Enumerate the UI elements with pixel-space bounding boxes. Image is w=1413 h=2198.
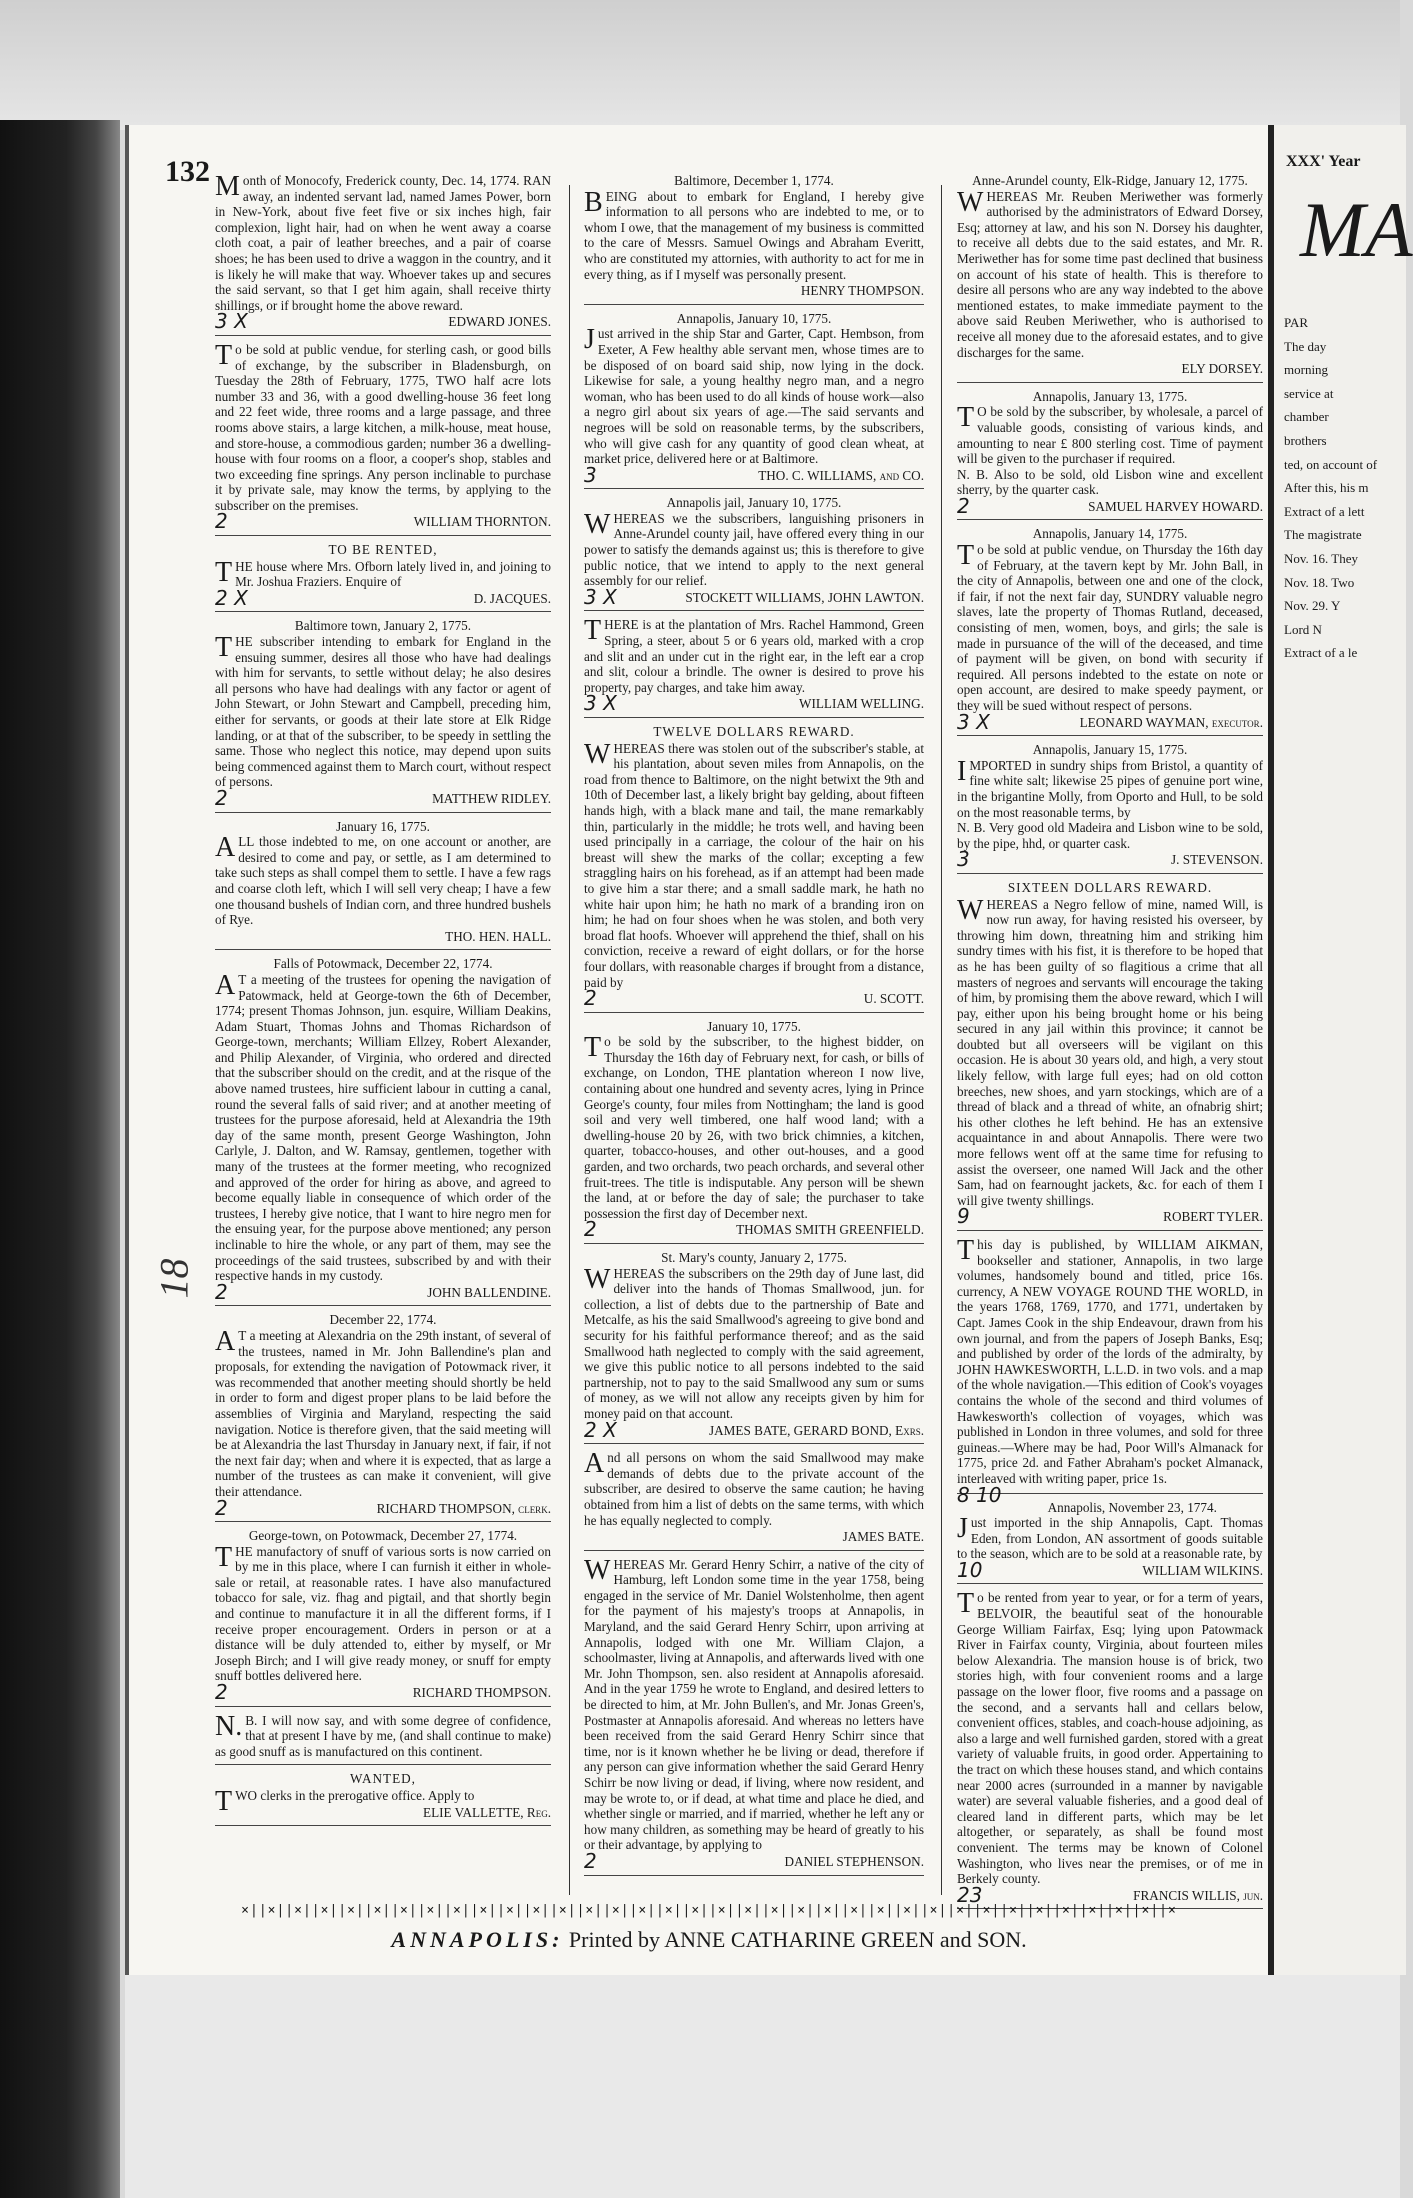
ad-dateline: Annapolis, January 15, 1775. xyxy=(1032,742,1188,758)
ad-body: To be sold at public vendue, on Thursday the 16th day of February, at the tavern kept by Mr. John Ball, in the city of Annapolis, between one and one of the clock, if fair, if not the next fair day, SUNDRY valuable negro slaves, late the property of Thomas Rutland, deceased, consisting of men, women, boys, and girls; the sale is made in pursuance of the will of the deceased, and time of payment will be given, on bond with security if required. All persons indebted to the estate on note or open account, are desired to make speedy payment, or they will be sued without respect of persons. xyxy=(957,540,1263,713)
ad-dateline: Annapolis, November 23, 1774. xyxy=(1047,1499,1217,1515)
ad-signature: ROBERT TYLER. xyxy=(1163,1209,1263,1225)
handwritten-mark: 2 xyxy=(215,1279,228,1304)
ad-signature-line xyxy=(215,1279,551,1304)
ad-signature-line xyxy=(215,1680,551,1705)
ad-signature-line xyxy=(957,847,1263,872)
ad-body: This day is published, by WILLIAM AIKMAN, bookseller and stationer, Annapolis, in two large volumes, handsomely bound and titled, price 16s. currency, A NEW VOYAGE ROUND THE WORLD, in the years 1768, 1769, 1770, and 1771, undertaken by Capt. James Cook in the ship Endeavour, drawn from his own journal, and from the papers of Joseph Banks, Esq; and published by order of the lords of the admiralty, by JOHN HAWKESWORTH, L.L.D. in two vols. and a map of the whole navigation.—This edition of Cook's voyages contains the whole of the second and third volumes of Hawkesworth's collection of voyages, which was published in London in three volumes, and sold for three guineas.—Where may be had, Poor Will's Almanack for 1775, price 2d. and Father Abraham's pocket Almanack, interleaved with writing paper, price 1s. xyxy=(957,1235,1263,1486)
advertisement xyxy=(215,956,551,1306)
handwritten-mark: 9 xyxy=(957,1204,970,1229)
facing-page-masthead: MA xyxy=(1300,186,1413,273)
facing-page-fragment: Nov. 16. They xyxy=(1284,550,1359,566)
ad-signature-line xyxy=(215,509,551,534)
ad-signature: J. STEVENSON. xyxy=(1171,852,1263,868)
ad-signature-line xyxy=(957,361,1263,377)
facing-page-fragment: The day xyxy=(1284,338,1327,354)
margin-note: 18 xyxy=(151,1258,197,1299)
ad-heading: SIXTEEN DOLLARS REWARD. xyxy=(1007,879,1213,895)
ad-signature-line xyxy=(215,1805,551,1821)
facing-page-fragment: Nov. 29. Y xyxy=(1284,598,1341,614)
advertisement xyxy=(584,617,924,718)
ad-heading: WANTED, xyxy=(350,1771,416,1787)
handwritten-mark: 3 xyxy=(957,847,970,872)
ad-signature: LEONARD WAYMAN, executor. xyxy=(1079,714,1263,730)
ad-signature-line xyxy=(584,1417,924,1442)
ad-signature: STOCKETT WILLIAMS, JOHN LAWTON. xyxy=(685,589,924,605)
ad-signature: THOMAS SMITH GREENFIELD. xyxy=(736,1222,924,1238)
ad-heading: TO BE RENTED, xyxy=(328,542,438,558)
ad-note: N. B. Very good old Madeira and Lisbon wine to be sold, by the pipe, hhd, or quarter cask. xyxy=(957,820,1263,851)
facing-page-text xyxy=(1284,315,1399,669)
newspaper-page xyxy=(125,125,1277,1975)
ad-body: WHEREAS the subscribers on the 29th day of June last, did deliver into the hands of Thomas Smallwood, jun. for collection, a list of debts due to the partnership of Bate and Metcalfe, as his the said Smallwood's agreeing to give bond and security for his faithful performance thereof; and as the said Smallwood hath neglected to comply with the said agreement, we give this public notice to all persons indebted to the said partnership, not to pay to the said Smallwood any sum or sums of money, as we will not allow any receipts given by him for money paid on that account. xyxy=(584,1263,924,1421)
ad-body: Just arrived in the ship Star and Garter, Capt. Hembson, from Exeter, A Few healthy able servant men, whose times are to be disposed of on board said ship, now lying in the dock. Likewise for sale, a young healthy negro man, and a negro woman, who has been used to do all kinds of house work—also a negro girl about six years of age.—The said servants and negroes will be sold on reasonable terms, by the subscribers, who will give cash for any quantity of good clean wheat, at market price, delivered here or at Baltimore. xyxy=(584,324,924,467)
advertisement xyxy=(957,389,1263,521)
ad-body: WHEREAS we the subscribers, languishing prisoners in Anne-Arundel county jail, have offered every thing in our power to satisfy the demands against us; this is therefore to give public notice, that we intend to apply to the next general assembly for our relief. xyxy=(584,508,924,589)
ad-dateline: Annapolis jail, January 10, 1775. xyxy=(666,495,842,511)
ad-dateline: Annapolis, January 10, 1775. xyxy=(676,310,832,326)
handwritten-mark: 3 X xyxy=(957,709,990,734)
advertisement xyxy=(215,1710,551,1766)
handwritten-mark: 2 xyxy=(957,493,970,518)
handwritten-mark: 2 X xyxy=(215,585,248,610)
advertisement xyxy=(584,724,924,1013)
ad-dateline: George-town, on Potowmack, December 27, 1774. xyxy=(248,1528,518,1544)
ad-body: TWO clerks in the prerogative office. Apply to xyxy=(215,1786,475,1817)
advertisement xyxy=(215,819,551,951)
ad-dateline: January 16, 1775. xyxy=(336,818,430,834)
ad-signature: FRANCIS WILLIS, jun. xyxy=(1133,1887,1263,1903)
facing-page-fragment: chamber xyxy=(1284,409,1329,425)
handwritten-mark: 2 xyxy=(584,986,597,1011)
ad-signature-line xyxy=(215,585,551,610)
handwritten-mark: 2 xyxy=(215,785,228,810)
advertisement xyxy=(215,1528,551,1707)
advertisement xyxy=(215,339,551,536)
handwritten-mark: 2 xyxy=(215,1680,228,1705)
facing-page-fragment: The magistrate xyxy=(1284,527,1362,543)
ad-signature: JAMES BATE. xyxy=(842,1529,924,1545)
ad-signature: ELIE VALLETTE, Reg. xyxy=(423,1804,551,1820)
ad-signature: JAMES BATE, GERARD BOND, Exrs. xyxy=(709,1422,924,1438)
handwritten-mark: 2 xyxy=(215,1495,228,1520)
ad-signature-line xyxy=(957,1204,1263,1229)
column-rule xyxy=(569,185,570,1895)
ad-body: Just imported in the ship Annapolis, Capt. Thomas Eden, from London, AN assortment of goods suitable to the season, which are to be sold at a reasonable rate, by xyxy=(957,1513,1263,1562)
advertisement xyxy=(215,1771,551,1826)
page-number: 132 xyxy=(165,155,210,188)
handwritten-mark: 2 xyxy=(215,509,228,534)
advertisement xyxy=(957,173,1263,383)
ad-signature-line xyxy=(584,283,924,299)
scan-background xyxy=(0,0,1400,130)
scan-margin xyxy=(125,1975,1400,2198)
ad-signature-line xyxy=(215,929,551,945)
facing-page-fragment: ted, on account of xyxy=(1284,456,1378,472)
imprint-place: ANNAPOLIS: xyxy=(391,1927,564,1952)
ad-signature-line xyxy=(584,1848,924,1873)
ad-signature: WILLIAM WILKINS. xyxy=(1142,1562,1263,1578)
column-1 xyxy=(215,173,551,1832)
ad-body: To be sold by the subscriber, to the highest bidder, on Thursday the 16th day of February next, for cash, or bills of exchange, on London, THE plantation whereon I now live, containing about one hundred and seventy acres, lying in Prince George's county, four miles from Nottingham; the land is good soil and very well timbered, one half wood land; with a dwelling-house 20 by 26, with two brick chimnies, a kitchen, quarter, tobacco-houses, and other out-houses, and a good garden, and two orchards, two peach orchards, and several other fruit-trees. The title is indisputable. Any person will be shewn the land, at or before the day of sale; the purchaser to take possession the first day of December next. xyxy=(584,1032,924,1221)
ad-dateline: December 22, 1774. xyxy=(329,1312,437,1328)
advertisement xyxy=(957,742,1263,874)
ad-dateline: Annapolis, January 13, 1775. xyxy=(1032,388,1188,404)
ad-body: WHEREAS Mr. Gerard Henry Schirr, a native of the city of Hamburg, left London some time in the year 1758, being engaged in the service of Mr. Daniel Wolstenholme, then agent for the payment of his majesty's troops at Annapolis, in Maryland, and the said Gerard Henry Schirr, upon arriving at Annapolis, lodged with one Mr. William Clajon, a schoolmaster, living at Annapolis, and afterwards lived with one Mr. John Thompson, sen. also resident at Annapolis aforesaid. And in the year 1759 he wrote to England, and desired letters to be directed to him, at Mr. John Bullen's, and Mr. Jonas Green's, Postmaster at Annapolis aforesaid. And whereas no letters have been received from the said Gerard Henry Schirr since that time, nor is it known whether he be living or dead, therefore if any person can give information whether the said Gerard Henry Schirr be now living or dead, if living, where now resident, and may be wrote to, or if dead, at what time and place he died, and whether single or married, and if married, whether he left any or how many children, as something may be heard of greatly to his or their advantage, by applying to xyxy=(584,1554,924,1853)
column-3 xyxy=(957,173,1263,1915)
ad-dateline: Baltimore, December 1, 1774. xyxy=(674,173,834,188)
ad-signature: U. SCOTT. xyxy=(863,991,924,1007)
ad-signature-line xyxy=(584,1529,924,1545)
ad-signature: D. JACQUES. xyxy=(473,590,551,606)
ad-signature: THO. HEN. HALL. xyxy=(445,928,551,944)
handwritten-mark: 2 X xyxy=(584,1417,617,1442)
advertisement xyxy=(584,311,924,490)
ad-body: ALL those indebted to me, on one account or another, are desired to come and pay, or settle, as I am determined to take such steps as shall compel them to settle. I have a few rags and coarse cloth left, which I will sell very cheap; I have a few one thousand bushels of Indian corn, and three hundred bushels of Rye. xyxy=(215,832,551,928)
facing-page-fragment: Extract of a le xyxy=(1284,645,1358,661)
ad-signature-line xyxy=(957,1557,1263,1582)
facing-page-fragment: service at xyxy=(1284,385,1334,401)
handwritten-mark: 3 xyxy=(584,462,597,487)
ad-dateline: St. Mary's county, January 2, 1775. xyxy=(661,1250,847,1265)
facing-page-header: XXX' Year xyxy=(1286,153,1361,170)
handwritten-mark: 10 xyxy=(957,1557,983,1582)
advertisement xyxy=(957,880,1263,1231)
ad-signature: DANIEL STEPHENSON. xyxy=(784,1853,924,1869)
ad-signature-line xyxy=(215,785,551,810)
handwritten-mark: 3 X xyxy=(584,691,617,716)
ad-signature-line xyxy=(584,584,924,609)
advertisement xyxy=(957,1500,1263,1585)
handwritten-mark: 3 X xyxy=(584,584,617,609)
advertisement xyxy=(584,1450,924,1551)
ad-dateline: Annapolis, January 14, 1775. xyxy=(1032,526,1188,542)
ad-body: And all persons on whom the said Smallwood may make demands of debts due to the private account of the subscriber, are desired to observe the same caution; he having obtained from him a list of debts on the same terms, with which he has equally neglected to comply. xyxy=(584,1448,924,1528)
advertisement xyxy=(584,173,924,305)
ad-body: WHEREAS there was stolen out of the subscriber's stable, at his plantation, about seven miles from Annapolis, on the road from thence to Baltimore, on the night betwixt the 9th and 10th of December last, a likely bright bay gelding, about fifteen hands high, with a black mane and tail, the mane remarkably thin, particularly in the middle; he trots well, and having been used principally in a carriage, the colour of the hair on his breast will shew the marks of the collar; excepting a few straggling hairs on his forehead, as if an attempt had been made to give him a star there; and a small saddle mark, he hath no white hair upon him; he hath no mark of a branding iron on him; he had on four shoes when he was stolen, and both very broad flat hoofs. Whoever will apprehend the thief, shall on his conviction, receive a reward of eight dollars, or for the horse four dollars, with reasonable charges if brought from a distance, paid by xyxy=(584,738,924,990)
ad-body: IMPORTED in sundry ships from Bristol, a quantity of fine white salt; likewise 25 pipes of genuine port wine, in the brigantine Molly, from Oporto and Hull, to be sold on the most reasonable terms, by xyxy=(957,755,1263,820)
column-2 xyxy=(584,173,924,1882)
ornamental-border: ×||×||×||×||×||×||×||×||×||×||×||×||×||×||×||×||×||×||×||×||×||×||×||×||×||×||×||×||×||×||×||×||×||×||×||× xyxy=(241,1903,1177,1918)
handwritten-mark: 8 10 xyxy=(957,1482,1002,1507)
ad-body: AT a meeting of the trustees for opening the navigation of Patowmack, held at George-town the 6th of December, 1774; present Thomas Johnson, jun. esquire, William Deakins, Adam Stuart, Thomas Johns and Thomas Richardson of George-town, merchants; William Ellzey, Robert Alexander, and Philip Alexander, of Virginia, who ordered and directed that the subscriber should on the credit, and at the risque of the above named trustees, hire sufficient labour in cutting a canal, round the several falls of said river; and at another meeting of trustees for the purpose aforesaid, held at Alexandria the 19th day of the same month, present George Washington, John Carlyle, J. Dalton, and W. Ramsay, gentlemen, together with many of the trustees at the former meeting, who recognized and approved of the order for hiring as above, and agreed to become equally liable in consequence of which order of the trustees, I hereby give notice, that I want to hire negro men for the ensuing year, for the purpose above mentioned; any person inclinable to hire the whole, or any part of them, may see the proceedings of the said trustees, subscribed by and with their respective hands in my custody. xyxy=(215,969,551,1284)
advertisement xyxy=(584,1554,924,1876)
facing-page-fragment: After this, his m xyxy=(1284,480,1369,496)
advertisement xyxy=(215,173,551,336)
advertisement xyxy=(215,1312,551,1522)
ad-signature: JOHN BALLENDINE. xyxy=(427,1284,551,1300)
ad-dateline: Baltimore town, January 2, 1775. xyxy=(294,618,472,634)
facing-page-fragment: Extract of a lett xyxy=(1284,503,1365,519)
ad-signature: WILLIAM WELLING. xyxy=(799,696,924,712)
handwritten-mark: 3 X xyxy=(215,309,248,334)
ad-body: THE subscriber intending to embark for England in the ensuing summer, desires all those who have had dealings with him for servants, to settle without delay; he also desires all persons who have had dealings with any factor or agent of John Stewart, or John Stewart and Campbell, preceding him, either for servants, or goods at their late store at Elk Ridge landing, or at that of the subscriber, to be speedy in settling the same. Those who neglect this notice, may depend upon suits being commenced against them to March court, without respect of persons. xyxy=(215,632,551,790)
ad-signature: THO. C. WILLIAMS, and CO. xyxy=(758,467,924,483)
facing-page-fragment: morning xyxy=(1284,362,1329,378)
ad-signature-line xyxy=(957,709,1263,734)
ad-body: TO be sold by the subscriber, by wholesale, a parcel of valuable goods, consisting of various kinds, and amounting to near £ 800 sterling cost. Time of payment will be given to the purchaser if required. xyxy=(957,402,1263,467)
handwritten-mark: 2 xyxy=(584,1848,597,1873)
ad-signature: MATTHEW RIDLEY. xyxy=(432,790,551,806)
handwritten-mark: 2 xyxy=(584,1217,597,1242)
ad-signature: EDWARD JONES. xyxy=(448,314,551,330)
ad-dateline: Anne-Arundel county, Elk-Ridge, January 12, 1775. xyxy=(972,173,1248,188)
ad-body: N.B. I will now say, and with some degree of confidence, that at present I have by me, (and shall continue to make) as good snuff as is manufactured on this continent. xyxy=(215,1710,551,1759)
ad-body: AT a meeting at Alexandria on the 29th instant, of several of the trustees, named in Mr. John Ballendine's plan and proposals, for extending the navigation of Potowmack river, it was recommended that another meeting should shortly be held in order to form and digest proper plans to be laid before the assemblies of Virginia and Maryland, respecting the said navigation. Notice is therefore given, that the said meeting will be at Alexandria the last Thursday in January next, if fair, if not the next fair day; when and where it is expected, that as large a number of the trustees as can make it convenient, will give their attendance. xyxy=(215,1325,551,1499)
imprint-text: Printed by ANNE CATHARINE GREEN and SON. xyxy=(568,1927,1027,1952)
advertisement xyxy=(584,1250,924,1444)
advertisement xyxy=(215,542,551,612)
ad-heading: TWELVE DOLLARS REWARD. xyxy=(653,724,855,739)
ad-body: THERE is at the plantation of Mrs. Rachel Hammond, Green Spring, a steer, about 5 or 6 years old, marked with a crop and slit and an under cut in the right ear, in the left ear a crop and slit, colour a brindle. The owner is desired to prove his property, pay charges, and take him away. xyxy=(584,615,924,695)
ad-body: THE house where Mrs. Ofborn lately lived in, and joining to Mr. Joshua Fraziers. Enquire of xyxy=(215,556,551,590)
ad-body: To be rented from year to year, or for a term of years, BELVOIR, the beautiful seat of the honourable George William Fairfax, Esq; lying upon Patowmack River in Fairfax county, Virginia, about fourteen miles below Alexandria. The mansion house is of brick, two stories high, with four convenient rooms and a large passage on the lower floor, five rooms and a passage on the second, and a servants hall and cellars below, convenient offices, stables, and coach-house adjoining, as also a large and well furnished garden, stored with a great variety of valuable fruits, in good order. Appertaining to the tract on which these houses stand, and which contains near 2000 acres (surrounded in a manner by navigable water) are several valuable fisheries, and a good deal of cleared land in different parts, which may be let altogether, or separately, as shall be found most convenient. The terms may be known of Colonel Washington, who lives near the premises, or of me in Berkely county. xyxy=(957,1588,1263,1887)
ad-body: To be sold at public vendue, for sterling cash, or good bills of exchange, by the subscriber in Bladensburgh, on Tuesday the 28th of February, 1775, TWO half acre lots number 33 and 36, with a good dwelling-house 36 feet long and 22 feet wide, three rooms and a large passage, and three rooms above stairs, a large kitchen, a milk-house, meat house, and store-house, a commodious garden; number 36 a dwelling-house with four rooms on a floor, a cooper's shop, stables and two exceeding fine springs. Any person inclinable to purchase it by private sale, may know the terms, by applying to the subscriber on the premises. xyxy=(215,339,551,513)
ad-body: WHEREAS a Negro fellow of mine, named Will, is now run away, for having resisted his overseer, by throwing him down, threatning him and striking him sundry times with his fist, it is therefore to be hoped that as he has been guilty of so flagitious a crime that all masters of negroes and servants will encourage the taking of him, by promising them the above reward, which I will pay, either upon his being brought home or his being secured in any jail within this province; it cannot be doubted but all overseers will be vigilant on this occasion. He is about 30 years old, and high, a very stout likely fellow, with large full eyes; had on old cotton breeches, new shoes, and yarn stockings, which are of a thread of black and a thread of white, an ofnabrig shirt; his other clothes he left behind. He has an extensive acquaintance in and about Annapolis. There were two more fellows went off at the same time for refusing to assist the overseer, one named Will Jack and the other Sam, had on fearnought jackets, &c. for each of them I will give twenty shillings. xyxy=(957,894,1263,1208)
ad-signature: WILLIAM THORNTON. xyxy=(413,514,551,530)
ad-signature-line xyxy=(957,493,1263,518)
ad-signature-line xyxy=(215,1495,551,1520)
facing-page-fragment: Nov. 18. Two xyxy=(1284,574,1355,590)
facing-page-fragment: brothers xyxy=(1284,432,1327,448)
handwritten-mark: 23 xyxy=(957,1882,983,1907)
ad-note: N. B. Also to be sold, old Lisbon wine and excellent sherry, by the quarter cask. xyxy=(957,466,1263,498)
advertisement xyxy=(957,1590,1263,1909)
ad-body: Month of Monocofy, Frederick county, Dec. 14, 1774. RAN away, an indented servant lad, named James Power, born in New-York, about five feet five or six inches high, fair complexion, light hair, had on when he went away a coarse cloth coat, a pair of leather breeches, and a pair of coarse shoes; he has been used to drive a waggon in the country, and it is likely he will make that way. Whoever takes up and secures the said servant, so that I get him again, shall receive thirty shillings, or if brought home the above reward. xyxy=(215,171,551,313)
facing-page xyxy=(1268,125,1413,1975)
ad-signature: HENRY THOMPSON. xyxy=(800,283,924,299)
advertisement xyxy=(957,526,1263,736)
advertisement xyxy=(584,1019,924,1244)
ad-body: THE manufactory of snuff of various sorts is now carried on by me in this place, where I can furnish it either in whole-sale or retail, at reasonable rates. I have also manufactured tobacco for sale, viz. fhag and pigtail, and that shortly begin and continue to manufacture it in all the different forms, if I receive proper encouragement. Orders in person or at a distance will be duly attended to, either by myself, or Mr Joseph Birch; and I will give ready money, or snuff for empty snuff bottles delivered here. xyxy=(215,1541,551,1684)
facing-page-fragment: Lord N xyxy=(1284,621,1322,637)
ad-signature-line xyxy=(584,986,924,1011)
ad-body: WHEREAS Mr. Reuben Meriwether was formerly authorised by the administrators of Edward Dorsey, Esq; attorney at law, and his son N. Dorsey his daughter, to receive all debts due to the said estates, and Mr. R. Meriwether has for some time past declined that business on account of his state of health. This is therefore to desire all persons who are any way indebted to the above mentioned estates, to make immediate payment to the above said Reuben Meriwether, who is authorised to receive all money due to the aforesaid estates, and to give discharges for the same. xyxy=(957,186,1263,360)
facing-page-fragment: PAR xyxy=(1284,315,1309,330)
ad-dateline: January 10, 1775. xyxy=(707,1018,801,1034)
advertisement xyxy=(584,495,924,611)
ad-signature-line xyxy=(957,1882,1263,1907)
ad-body: BEING about to embark for England, I hereby give information to all persons who are indebted to me, or to whom I owe, that the management of my business is committed to the care of Messrs. Samuel Owings and Abraham Everitt, who are constituted my attornies, with authority to act for me in every thing, as if I myself was personally present. xyxy=(584,186,924,282)
ad-signature-line xyxy=(584,462,924,487)
ad-signature: SAMUEL HARVEY HOWARD. xyxy=(1088,498,1263,514)
ad-signature-line xyxy=(215,309,551,334)
ad-dateline: Falls of Potowmack, December 22, 1774. xyxy=(273,956,493,972)
ad-signature: ELY DORSEY. xyxy=(1181,361,1263,377)
advertisement xyxy=(215,618,551,812)
imprint-line xyxy=(169,1927,1249,1953)
ad-signature-line xyxy=(584,691,924,716)
column-rule xyxy=(941,185,942,1895)
ad-signature: RICHARD THOMPSON. xyxy=(412,1685,551,1701)
ad-signature-line xyxy=(584,1217,924,1242)
book-binding xyxy=(0,120,120,2198)
ad-signature: RICHARD THOMPSON, clerk. xyxy=(376,1500,551,1516)
